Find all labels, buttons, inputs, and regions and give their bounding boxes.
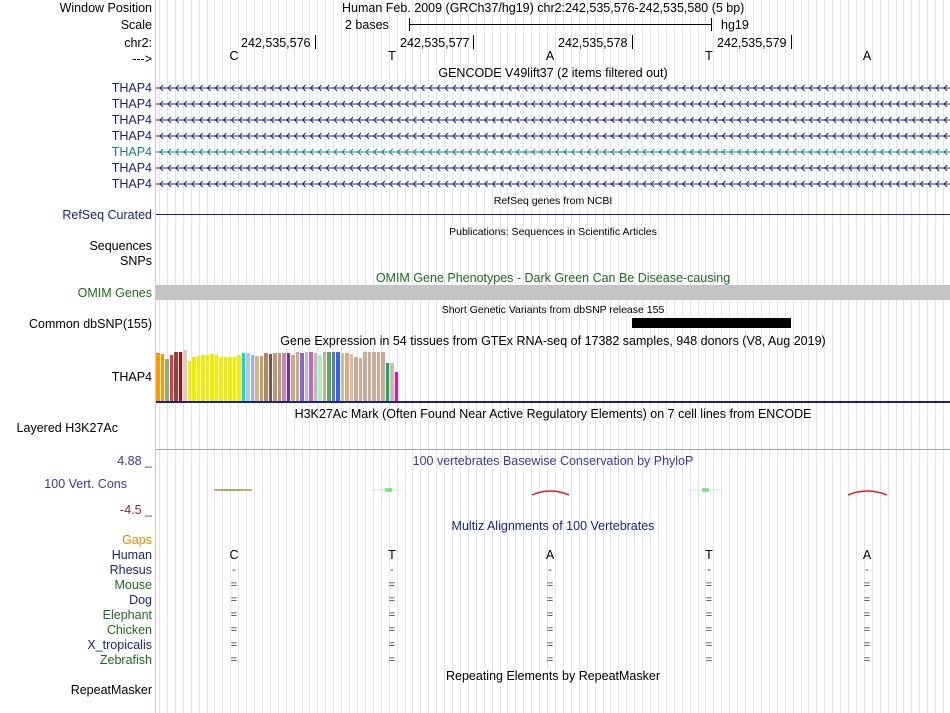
position-tick-3 (632, 35, 633, 49)
alignment-char: = (230, 624, 238, 636)
window-position-value: Human Feb. 2009 (GRCh37/hg19) chr2:242,535,576-242,535,580 (5 bp) (342, 1, 745, 15)
gtex-bar[interactable] (318, 355, 322, 401)
alignment-char: = (546, 609, 554, 621)
gtex-bar[interactable] (273, 353, 277, 401)
position-label-2: 242,535,577 (400, 36, 470, 50)
human-base: A (545, 548, 555, 562)
scale-assembly-label: hg19 (721, 18, 749, 32)
alignment-char: = (705, 624, 713, 636)
refseq-track-label[interactable]: RefSeq Curated (62, 208, 152, 222)
position-label-4: 242,535,579 (717, 36, 787, 50)
alignment-char: = (388, 624, 396, 636)
repeatmasker-track-label[interactable]: RepeatMasker (70, 683, 152, 697)
gtex-bar[interactable] (206, 355, 210, 401)
omim-track-label[interactable]: OMIM Genes (77, 286, 152, 300)
species-elephant[interactable]: Elephant (102, 608, 152, 622)
alignment-char: = (705, 579, 713, 591)
position-tick-2 (473, 35, 474, 49)
human-base: T (705, 548, 713, 562)
phylop-signal[interactable] (156, 480, 950, 510)
species-x-tropicalis[interactable]: X_tropicalis (87, 638, 152, 652)
gencode-track-label-7[interactable]: THAP4 (111, 177, 152, 191)
gtex-bar[interactable] (242, 353, 246, 401)
gtex-bar[interactable] (179, 352, 183, 401)
human-base: T (388, 548, 396, 562)
gtex-bar[interactable] (395, 372, 399, 401)
phylop-track-label[interactable]: 100 Vert. Cons (44, 477, 127, 491)
position-tick-4 (791, 35, 792, 49)
ref-base-1: C (229, 49, 239, 63)
gtex-bar[interactable] (219, 357, 223, 401)
phylop-ymin-label: -4.5 _ (120, 503, 152, 517)
alignment-char: = (230, 639, 238, 651)
sequences-track-label[interactable]: Sequences (89, 239, 152, 253)
gtex-bar[interactable] (296, 352, 300, 401)
species-human[interactable]: Human (111, 548, 152, 562)
alignment-char: = (863, 624, 871, 636)
alignment-char: = (230, 579, 238, 591)
gtex-bar[interactable] (390, 363, 394, 401)
species-dog[interactable]: Dog (129, 593, 152, 607)
omim-phenotype-bar[interactable] (156, 285, 950, 300)
gtex-bar[interactable] (327, 352, 331, 401)
gencode-track-label-4[interactable]: THAP4 (111, 129, 152, 143)
human-base: C (229, 548, 239, 562)
gtex-bar[interactable] (336, 352, 340, 401)
gtex-bar[interactable] (192, 357, 196, 401)
position-label-1: 242,535,576 (241, 36, 311, 50)
alignment-char: = (705, 639, 713, 651)
alignment-char: - (548, 564, 552, 576)
gencode-transcript-line[interactable] (156, 129, 950, 143)
gtex-bar[interactable] (197, 356, 201, 401)
refseq-track-title: RefSeq genes from NCBI (493, 195, 613, 207)
scale-label: Scale (120, 18, 152, 32)
ref-base-4: T (705, 49, 713, 63)
alignment-char: = (863, 609, 871, 621)
gencode-track-label-3[interactable]: THAP4 (111, 113, 152, 127)
gencode-track-label-1[interactable]: THAP4 (111, 81, 152, 95)
gtex-bar[interactable] (170, 355, 174, 401)
species-zebrafish[interactable]: Zebrafish (99, 653, 152, 667)
phylop-mark-3 (532, 491, 569, 495)
position-label-3: 242,535,578 (558, 36, 628, 50)
scale-bar-right-tick (711, 18, 712, 31)
gtex-bar[interactable] (309, 352, 313, 401)
gtex-bar[interactable] (386, 363, 390, 401)
gtex-bar[interactable] (215, 355, 219, 401)
gtex-bar[interactable] (224, 357, 228, 401)
gtex-bar[interactable] (345, 353, 349, 401)
phylop-track-title: 100 vertebrates Basewise Conservation by PhyloP (412, 454, 694, 468)
omim-track-title: OMIM Gene Phenotypes - Dark Green Can Be Disease-causing (375, 271, 731, 285)
alignment-char: = (388, 654, 396, 666)
snps-track-label[interactable]: SNPs (120, 254, 152, 268)
gtex-bar[interactable] (201, 355, 205, 401)
window-position-label: Window Position (59, 1, 152, 15)
multiz-gaps-label: Gaps (122, 533, 152, 547)
refseq-gene-line[interactable] (156, 214, 950, 215)
gtex-bar[interactable] (381, 352, 385, 401)
alignment-char: = (863, 654, 871, 666)
h3k27ac-track-title: H3K27Ac Mark (Often Found Near Active Regulatory Elements) on 7 cell lines from ENCODE (294, 407, 812, 421)
gtex-track-label[interactable]: THAP4 (111, 370, 152, 384)
alignment-char: = (705, 654, 713, 666)
gtex-bar[interactable] (161, 354, 165, 401)
alignment-char: = (230, 654, 238, 666)
gtex-bar[interactable] (300, 353, 304, 401)
gtex-bar[interactable] (246, 353, 250, 401)
alignment-char: = (546, 594, 554, 606)
alignment-char: = (705, 609, 713, 621)
gtex-bar[interactable] (228, 357, 232, 401)
alignment-char: = (388, 579, 396, 591)
gtex-bar[interactable] (210, 354, 214, 401)
gencode-transcript-line[interactable] (156, 113, 950, 127)
species-chicken[interactable]: Chicken (106, 623, 152, 637)
multiz-track-title: Multiz Alignments of 100 Vertebrates (451, 519, 655, 533)
gencode-transcript-line[interactable] (156, 161, 950, 175)
alignment-char: = (863, 594, 871, 606)
gtex-bar[interactable] (174, 352, 178, 401)
gtex-bar[interactable] (251, 355, 255, 401)
gencode-transcript-line[interactable] (156, 177, 950, 191)
scale-bar (409, 24, 711, 25)
chrom-label: chr2: (124, 36, 152, 50)
gtex-bar[interactable] (305, 352, 309, 401)
phylop-ymax-label: 4.88 _ (117, 454, 152, 468)
gtex-bar[interactable] (237, 355, 241, 401)
alignment-char: = (546, 579, 554, 591)
gtex-bar[interactable] (269, 354, 273, 401)
phylop-mark-5 (848, 491, 887, 495)
gtex-bar[interactable] (233, 357, 237, 401)
alignment-char: - (865, 564, 869, 576)
gtex-bar[interactable] (282, 353, 286, 401)
alignment-char: = (863, 639, 871, 651)
strand-label: ---> (132, 52, 152, 66)
alignment-char: = (705, 594, 713, 606)
track-label-panel (0, 0, 155, 713)
dbsnp-track-title: Short Genetic Variants from dbSNP release 155 (441, 304, 665, 316)
alignment-char: - (707, 564, 711, 576)
gtex-bar[interactable] (165, 359, 169, 401)
dbsnp-variant-block[interactable] (632, 318, 791, 328)
alignment-char: - (232, 564, 236, 576)
gencode-transcript-line[interactable] (156, 145, 950, 159)
gtex-baseline (156, 401, 950, 403)
dbsnp-track-label[interactable]: Common dbSNP(155) (29, 317, 152, 331)
gtex-bar[interactable] (264, 353, 268, 401)
gtex-bar[interactable] (314, 353, 318, 401)
gtex-bar[interactable] (363, 352, 367, 401)
gtex-bar[interactable] (183, 350, 187, 401)
gtex-bar[interactable] (354, 357, 358, 401)
alignment-char: = (546, 624, 554, 636)
gtex-bar[interactable] (323, 352, 327, 401)
gtex-bar[interactable] (350, 354, 354, 401)
species-mouse[interactable]: Mouse (114, 578, 152, 592)
scale-bar-left-tick (409, 18, 410, 31)
species-rhesus[interactable]: Rhesus (109, 563, 152, 577)
gencode-track-label-2[interactable]: THAP4 (111, 97, 152, 111)
ref-base-5: A (862, 49, 872, 63)
alignment-char: = (863, 579, 871, 591)
gtex-bar[interactable] (359, 358, 363, 401)
gencode-transcript-line[interactable] (156, 97, 950, 111)
gtex-bar[interactable] (156, 353, 160, 401)
alignment-char: = (230, 594, 238, 606)
repeatmasker-track-title: Repeating Elements by RepeatMasker (445, 669, 660, 683)
alignment-char: = (388, 639, 396, 651)
gtex-bar[interactable] (278, 353, 282, 401)
publications-track-title: Publications: Sequences in Scientific Articles (449, 226, 657, 238)
human-base: A (862, 548, 872, 562)
gtex-bar[interactable] (260, 356, 264, 401)
alignment-char: = (546, 639, 554, 651)
gencode-track-label-5[interactable]: THAP4 (111, 145, 152, 159)
ref-base-3: A (545, 49, 555, 63)
gtex-bar[interactable] (255, 356, 259, 401)
ref-base-2: T (388, 49, 396, 63)
gtex-bar[interactable] (188, 361, 192, 401)
h3k27ac-track-label[interactable]: Layered H3K27Ac (16, 421, 118, 435)
gencode-track-label-6[interactable]: THAP4 (111, 161, 152, 175)
alignment-char: - (390, 564, 394, 576)
gtex-bar-chart[interactable] (156, 350, 556, 401)
gencode-transcript-line[interactable] (156, 81, 950, 95)
scale-span-label: 2 bases (345, 18, 389, 32)
gencode-track-title: GENCODE V49lift37 (2 items filtered out) (438, 66, 668, 80)
gtex-bar[interactable] (372, 352, 376, 401)
gtex-bar[interactable] (287, 353, 291, 401)
alignment-char: = (388, 609, 396, 621)
position-tick-1 (315, 35, 316, 49)
alignment-char: = (230, 609, 238, 621)
gtex-track-title: Gene Expression in 54 tissues from GTEx RNA-seq of 17382 samples, 948 donors (V8, Aug 2019) (280, 334, 826, 348)
alignment-char: = (388, 594, 396, 606)
h3k27ac-baseline (156, 449, 950, 450)
alignment-char: = (546, 654, 554, 666)
gtex-bar[interactable] (377, 352, 381, 401)
gtex-bar[interactable] (341, 353, 345, 401)
gtex-bar[interactable] (291, 355, 295, 401)
gtex-bar[interactable] (332, 352, 336, 401)
gtex-bar[interactable] (368, 352, 372, 401)
